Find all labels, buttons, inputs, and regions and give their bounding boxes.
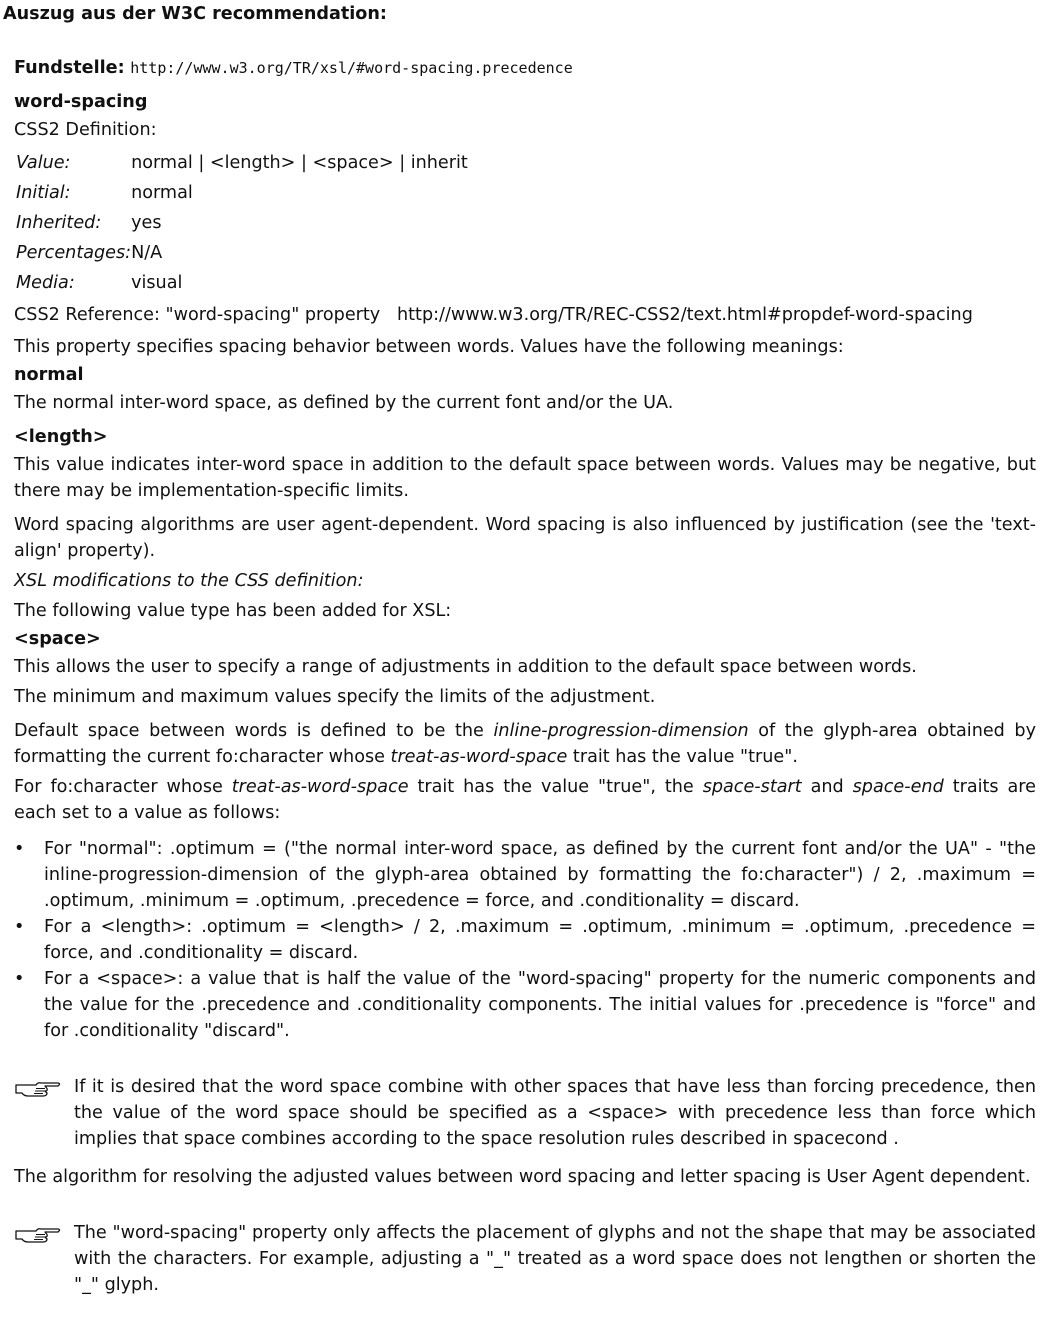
- algorithms-paragraph: Word spacing algorithms are user agent-dependent. Word spacing is also influenced by justification (see the 'text-align' property).: [14, 515, 1036, 561]
- default-space-text: of the glyph-area obtained by formatting the current fo:character whose: [14, 721, 1036, 767]
- definition-value: normal: [131, 183, 193, 203]
- css2-definition-label: CSS2 Definition:: [14, 120, 157, 140]
- normal-description: The normal inter-word space, as defined by the current font and/or the UA.: [14, 393, 674, 413]
- property-name: word-spacing: [14, 92, 148, 112]
- for-character-text: For fo:character whose: [14, 777, 232, 797]
- default-space-term: inline-progression-dimension: [493, 721, 749, 741]
- definition-key: Value:: [16, 153, 71, 173]
- source-label: Fundstelle:: [14, 58, 125, 78]
- note-box: [14, 1074, 1036, 1152]
- for-character-term: treat-as-word-space: [231, 777, 409, 797]
- definition-value: yes: [131, 213, 162, 233]
- pointing-hand-icon: [14, 1076, 62, 1098]
- document-body: [14, 58, 1036, 1298]
- value-bullet-list: [14, 836, 1036, 1044]
- definition-key: Initial:: [16, 183, 71, 203]
- css2-reference-url[interactable]: http://www.w3.org/TR/REC-CSS2/text.html#propdef-word-spacing: [397, 305, 973, 325]
- definition-value: N/A: [131, 243, 163, 263]
- list-item-text: For a <length>: .optimum = <length> / 2, .maximum = .optimum, .minimum = .optimum, .precedence = force, and .conditionality = discard.: [44, 917, 1036, 963]
- note-text: If it is desired that the word space combine with other spaces that have less than forcing precedence, then the value of the word space should be specified as a <space> with precedence less than force which implies that space combines according to the space resolution rules described in spacecond .: [74, 1077, 1036, 1149]
- note-text: The "word-spacing" property only affects the placement of glyphs and not the shape that may be associated with the characters. For example, adjusting a "_" treated as a word space does not lengthen or shorten the "_" glyph.: [74, 1223, 1036, 1295]
- term-length: <length>: [14, 427, 108, 447]
- bullet-icon: •: [14, 969, 25, 989]
- definition-row: [16, 208, 468, 238]
- default-space-text: trait has the value "true".: [567, 747, 798, 767]
- space-description: This allows the user to specify a range of adjustments in addition to the default space between words.: [14, 657, 917, 677]
- default-space-term: treat-as-word-space: [390, 747, 568, 767]
- term-normal: normal: [14, 365, 84, 385]
- xsl-modifications: XSL modifications to the CSS definition:: [14, 571, 364, 591]
- definition-key: Inherited:: [16, 213, 102, 233]
- source-line: [14, 58, 1036, 78]
- definition-value: normal | <length> | <space> | inherit: [131, 153, 468, 173]
- page-heading: Auszug aus der W3C recommendation:: [3, 4, 387, 24]
- definition-key: Percentages:: [16, 243, 132, 263]
- definition-row: [16, 148, 468, 178]
- definition-table: [16, 148, 468, 298]
- default-space-text: Default space between words is defined to be the: [14, 721, 494, 741]
- limits-paragraph: The minimum and maximum values specify the limits of the adjustment.: [14, 687, 656, 707]
- length-description: This value indicates inter-word space in addition to the default space between words. Values may be negative, but there may be implementation-specific limits.: [14, 455, 1036, 501]
- definition-row: [16, 178, 468, 208]
- list-item: [14, 914, 1036, 966]
- list-item-text: For "normal": .optimum = ("the normal inter-word space, as defined by the current font and/or the UA" - "the inline-progression-dimension of the glyph-area obtained by formatting the fo:character") / 2, .maximum = .optimum, .minimum = .optimum, .precedence = force, and .conditionality = discard.: [44, 839, 1036, 911]
- added-value-type: The following value type has been added for XSL:: [14, 601, 452, 621]
- term-space: <space>: [14, 629, 101, 649]
- algorithm-ua-paragraph: The algorithm for resolving the adjusted values between word spacing and letter spacing is User Agent dependent.: [14, 1167, 1031, 1187]
- for-character-paragraph: [14, 774, 1036, 826]
- list-item: [14, 836, 1036, 914]
- for-character-term: space-end: [852, 777, 944, 797]
- source-url[interactable]: http://www.w3.org/TR/xsl/#word-spacing.precedence: [130, 59, 573, 77]
- for-character-term: space-start: [702, 777, 802, 797]
- css2-reference-label: CSS2 Reference: "word-spacing" property: [14, 305, 381, 325]
- definition-row: [16, 238, 468, 268]
- list-item: [14, 966, 1036, 1044]
- definition-value: visual: [131, 273, 183, 293]
- definition-row: [16, 268, 468, 298]
- css2-reference: [14, 302, 1036, 328]
- for-character-text: traits are each set to a value as follows:: [14, 777, 1036, 823]
- definition-key: Media:: [16, 273, 75, 293]
- bullet-icon: •: [14, 917, 25, 937]
- for-character-text: trait has the value "true", the: [408, 777, 703, 797]
- pointing-hand-icon: [14, 1222, 62, 1244]
- note-box: [14, 1220, 1036, 1298]
- bullet-icon: •: [14, 839, 25, 859]
- for-character-text: and: [801, 777, 853, 797]
- default-space-paragraph: [14, 718, 1036, 770]
- list-item-text: For a <space>: a value that is half the value of the "word-spacing" property for the numeric components and the value for the .precedence and .conditionality components. The initial values for .precedence is "force" and for .conditionality "discard".: [44, 969, 1036, 1041]
- intro-paragraph: This property specifies spacing behavior between words. Values have the following meanings:: [14, 337, 844, 357]
